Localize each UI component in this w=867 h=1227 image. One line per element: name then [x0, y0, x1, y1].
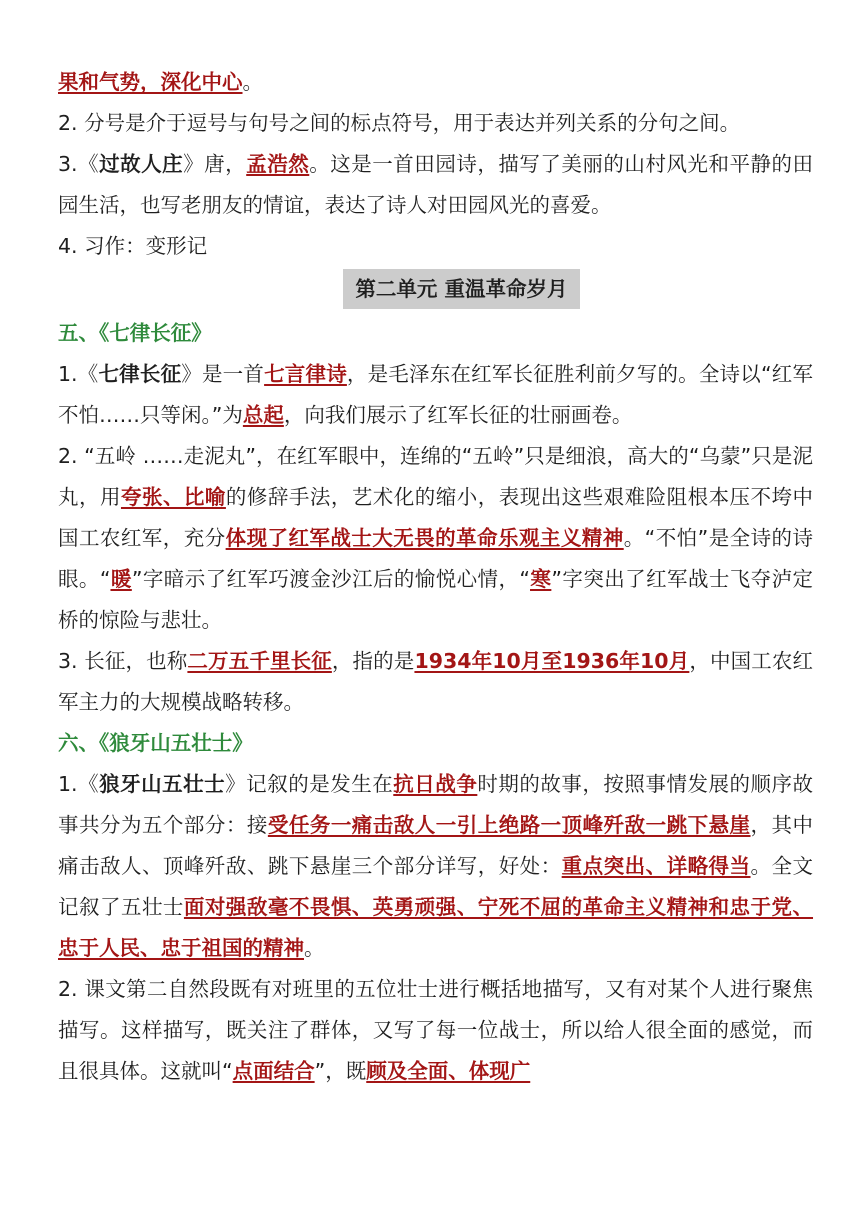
section-heading: 五、《七律长征》 [58, 321, 212, 345]
key-phrase: 面对强敌毫不畏惧、英勇顽强、宁死不屈的革命主义精神和忠于党、忠于人民、忠于祖国的精神 [58, 895, 814, 960]
key-phrase: 夸张、比喻 [120, 485, 226, 509]
paragraph-lang-ya-shan-2: 2. 课文第二自然段既有对班里的五位壮士进行概括地描写，又有对某个人进行聚焦描写。这样描写，既关注了群体，又写了每一位战士，所以给人很全面的感觉，而且很具体。这就叫“点面结合”，既顾及全面、体现广 [58, 977, 813, 1083]
key-phrase: 寒 [530, 567, 552, 591]
key-phrase: 抗日战争 [393, 772, 478, 796]
key-phrase: 受任务一痛击敌人一引上绝路一顶峰歼敌一跳下悬崖 [267, 813, 751, 837]
paragraph-continuation: 果和气势，深化中心。 [58, 70, 263, 94]
paragraph-guo-gu-ren-zhuang: 3.《过故人庄》唐，孟浩然。这是一首田园诗，描写了美丽的山村风光和平静的田园生活，也写老朋友的情谊，表达了诗人对田园风光的喜爱。 [58, 152, 814, 217]
key-phrase: 孟浩然 [246, 152, 310, 176]
key-phrase: 1934年10月至1936年10月 [414, 649, 690, 673]
key-phrase: 二万五千里长征 [187, 649, 332, 673]
unit-title: 第二单元 重温革命岁月 [343, 269, 579, 309]
paragraph-lang-ya-shan-1: 1.《狼牙山五壮士》记叙的是发生在抗日战争时期的故事，按照事情发展的顺序故事共分为五个部分：接受任务一痛击敌人一引上绝路一顶峰歼敌一跳下悬崖，其中痛击敌人、顶峰歼敌、跳下悬崖三个部分详写，好处：重点突出、详略得当。全文记叙了五壮士面对强敌毫不畏惧、英勇顽强、宁死不屈的革命主义精神和忠于党、忠于人民、忠于祖国的精神。 [58, 772, 814, 960]
section-heading: 六、《狼牙山五壮士》 [58, 731, 253, 755]
key-phrase: 七言律诗 [264, 362, 347, 386]
paragraph-qi-lv-3: 3. 长征，也称二万五千里长征，指的是1934年10月至1936年10月，中国工农红军主力的大规模战略转移。 [58, 649, 814, 714]
story-title: 狼牙山五壮士 [99, 772, 226, 796]
key-phrase: 顾及全面、体现广 [366, 1059, 531, 1083]
paragraph-qi-lv-1: 1.《七律长征》是一首七言律诗，是毛泽东在红军长征胜利前夕写的。全诗以“红军不怕……只等闲。”为总起，向我们展示了红军长征的壮丽画卷。 [58, 362, 813, 427]
key-phrase: 果和气势，深化中心 [58, 70, 243, 94]
paragraph-composition: 4. 习作：变形记 [58, 234, 208, 258]
paragraph-semicolon: 2. 分号是介于逗号与句号之间的标点符号，用于表达并列关系的分句之间。 [58, 111, 741, 135]
unit-title-row [58, 267, 813, 313]
paragraph-qi-lv-2: 2. “五岭 ……走泥丸”，在红军眼中，连绵的“五岭”只是细浪，高大的“乌蒙”只是泥丸，用夸张、比喻的修辞手法，艺术化的缩小，表现出这些艰难险阻根本压不垮中国工农红军，充分体现了红军战士大无畏的革命乐观主义精神。“不怕”是全诗的诗眼。“暖”字暗示了红军巧渡金沙江后的愉悦心情，“寒”字突出了红军战士飞夺泸定桥的惊险与悲壮。 [58, 444, 814, 632]
key-phrase: 暖 [110, 567, 132, 591]
key-phrase: 重点突出、详略得当 [561, 854, 751, 878]
key-phrase: 体现了红军战士大无畏的革命乐观主义精神 [225, 526, 624, 550]
key-phrase: 点面结合 [232, 1059, 315, 1083]
poem-title: 七律长征 [98, 362, 182, 386]
key-phrase: 总起 [242, 403, 284, 427]
poem-title: 过故人庄 [99, 152, 184, 176]
